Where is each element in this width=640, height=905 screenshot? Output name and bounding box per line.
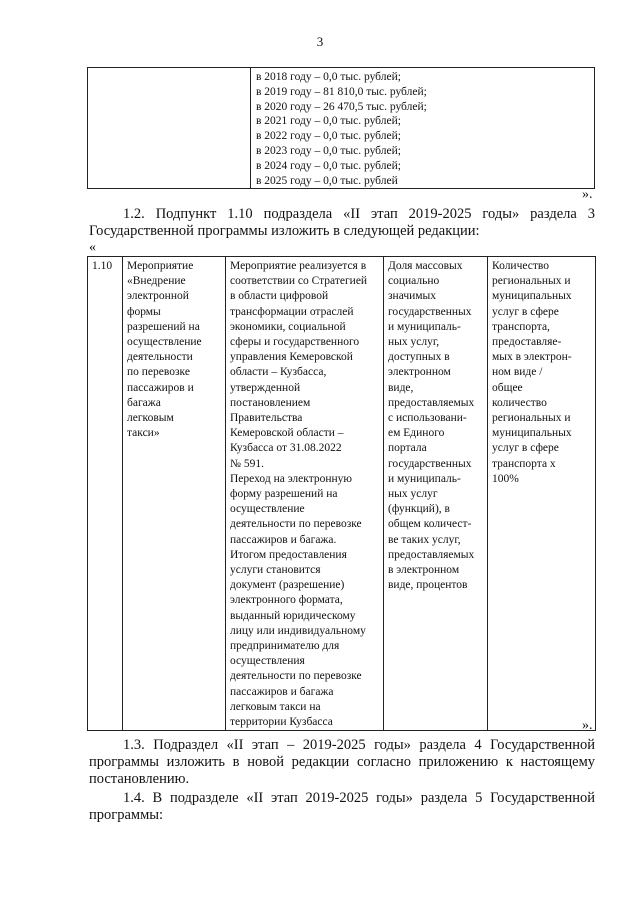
text-line: в 2022 году – 0,0 тыс. рублей; [256,130,401,143]
text-line: Мероприятие реализуется в [230,260,367,272]
text-line: багажа [127,396,161,409]
text-line: электронном [388,366,451,379]
text-line: виде, процентов [388,579,468,592]
text-line: разрешений на [127,320,200,333]
text-line: количество [492,396,547,409]
text-line: значимых [388,290,437,303]
text-line: предоставляемых [388,548,475,561]
text-line: услуг в сфере [492,442,559,455]
text-line: государственных [388,457,472,470]
text-line: осуществление [127,336,202,349]
text-line: услуги становится [230,564,321,577]
text-line: общее [492,381,523,394]
paragraph-1-2-line-1: 1.2. Подпункт 1.10 подраздела «II этап 2019-2025 годы» раздела 3 [123,206,595,222]
text-line: Кемеровской области – [230,427,344,440]
paragraph-1-3-line-2: программы изложить в новой редакции согласно приложению к настоящему [89,754,595,770]
text-line: в 2020 году – 26 470,5 тыс. рублей; [256,100,427,113]
text-line: постановлением [230,396,311,409]
text-line: региональных и [492,275,571,288]
text-line: пассажиров и багажа. [230,533,337,546]
text-line: Итогом предоставления [230,548,347,561]
text-line: форму разрешений на [230,488,338,501]
text-line: деятельности [127,351,193,364]
activity-description [226,257,384,731]
text-line: муниципальных [492,290,572,303]
funding-table-values-cell [251,68,595,189]
text-line: легковым [127,412,174,425]
funding-table-empty-cell [88,68,251,189]
paragraph-1-4-line-1: 1.4. В подразделе «II этап 2019-2025 годы» раздела 5 Государственной [123,790,595,806]
text-line: ных услуг [388,488,438,501]
paragraph-1-2 [89,206,595,240]
text-line: в 2025 году – 0,0 тыс. рублей [256,174,398,187]
text-line: в электронном [388,564,460,577]
paragraph-1-4-line-2: программы: [89,807,164,823]
text-line: Доля массовых [388,260,463,272]
text-line: Правительства [230,412,303,425]
text-line: соответствии со Стратегией [230,275,368,288]
text-line: портала [388,442,427,455]
text-line: мых в электрон- [492,351,572,364]
text-line: и муниципаль- [388,320,461,333]
text-line: в 2019 году – 81 810,0 тыс. рублей; [256,85,427,98]
funding-table [87,67,595,189]
text-line: трансформации отраслей [230,305,354,318]
text-line: предоставляемых [388,396,475,409]
text-line: (функций), в [388,503,450,516]
text-line: предоставляе- [492,336,562,349]
text-line: сферы и государственного [230,336,360,349]
text-line: по перевозке [127,366,190,379]
text-line: ных услуг, [388,336,440,349]
text-line: в области цифровой [230,290,329,303]
text-line: № 591. [230,457,264,470]
text-line: деятельности по перевозке [230,670,362,683]
paragraph-1-3-line-1: 1.3. Подраздел «II этап – 2019-2025 годы» раздела 4 Государственной [123,737,595,753]
page-number: 3 [316,34,324,49]
text-line: региональных и [492,412,571,425]
text-line: пассажиров и багажа [230,685,334,698]
text-line: в 2021 году – 0,0 тыс. рублей; [256,115,401,128]
quote-open: « [89,240,96,255]
paragraph-1-3 [89,737,595,788]
text-line: деятельности по перевозке [230,518,362,531]
text-line: выданный юридическому [230,609,356,622]
text-line: документ (разрешение) [230,579,345,592]
text-line: формы [127,305,161,318]
text-line: муниципальных [492,427,572,440]
text-line: транспорта, [492,320,550,333]
text-line: осуществления [230,655,305,668]
text-line: с использовани- [388,412,467,425]
text-line: доступных в [388,351,450,364]
text-line: области – Кузбасса, [230,366,327,379]
text-line: и муниципаль- [388,472,461,485]
activity-name [123,257,226,731]
text-line: легковым такси на [230,700,321,713]
text-line: Кузбасса от 31.08.2022 [230,442,342,455]
text-line: лицу или индивидуальному [230,624,366,637]
text-line: управления Кемеровской [230,351,353,364]
text-line: в 2018 году – 0,0 тыс. рублей; [256,71,401,83]
text-line: ем Единого [388,427,445,440]
text-line: транспорта х [492,457,556,470]
funding-lines [251,68,594,188]
text-line: Количество [492,260,549,272]
paragraph-1-2-line-2: Государственной программы изложить в следующей редакции: [89,223,480,239]
text-line: электронного формата, [230,594,343,607]
text-line: утвержденной [230,381,301,394]
text-line: общем количест- [388,518,472,531]
text-line: ном виде / [492,366,543,379]
activity-table [87,256,596,731]
text-line: Мероприятие [127,260,194,272]
text-line: виде, [388,381,414,394]
activity-formula [488,257,596,731]
text-line: пассажиров и [127,381,194,394]
text-line: 100% [492,472,519,485]
text-line: такси» [127,427,160,440]
activity-indicator [384,257,488,731]
text-line: территории Кузбасса [230,716,333,729]
activity-number: 1.10 [88,257,123,731]
text-line: ве таких услуг, [388,533,461,546]
quote-close-2: ». [582,718,593,733]
text-line: предпринимателю для [230,640,340,653]
paragraph-1-4 [89,790,595,824]
text-line: осуществление [230,503,305,516]
text-line: государственных [388,305,472,318]
paragraph-1-3-line-3: постановлению. [89,771,190,787]
text-line: экономики, социальной [230,320,346,333]
text-line: в 2023 году – 0,0 тыс. рублей; [256,144,401,157]
text-line: электронной [127,290,189,303]
quote-close-1: ». [582,187,593,202]
text-line: Переход на электронную [230,472,353,485]
text-line: «Внедрение [127,275,186,288]
text-line: услуг в сфере [492,305,559,318]
text-line: социально [388,275,440,288]
text-line: в 2024 году – 0,0 тыс. рублей; [256,159,401,172]
